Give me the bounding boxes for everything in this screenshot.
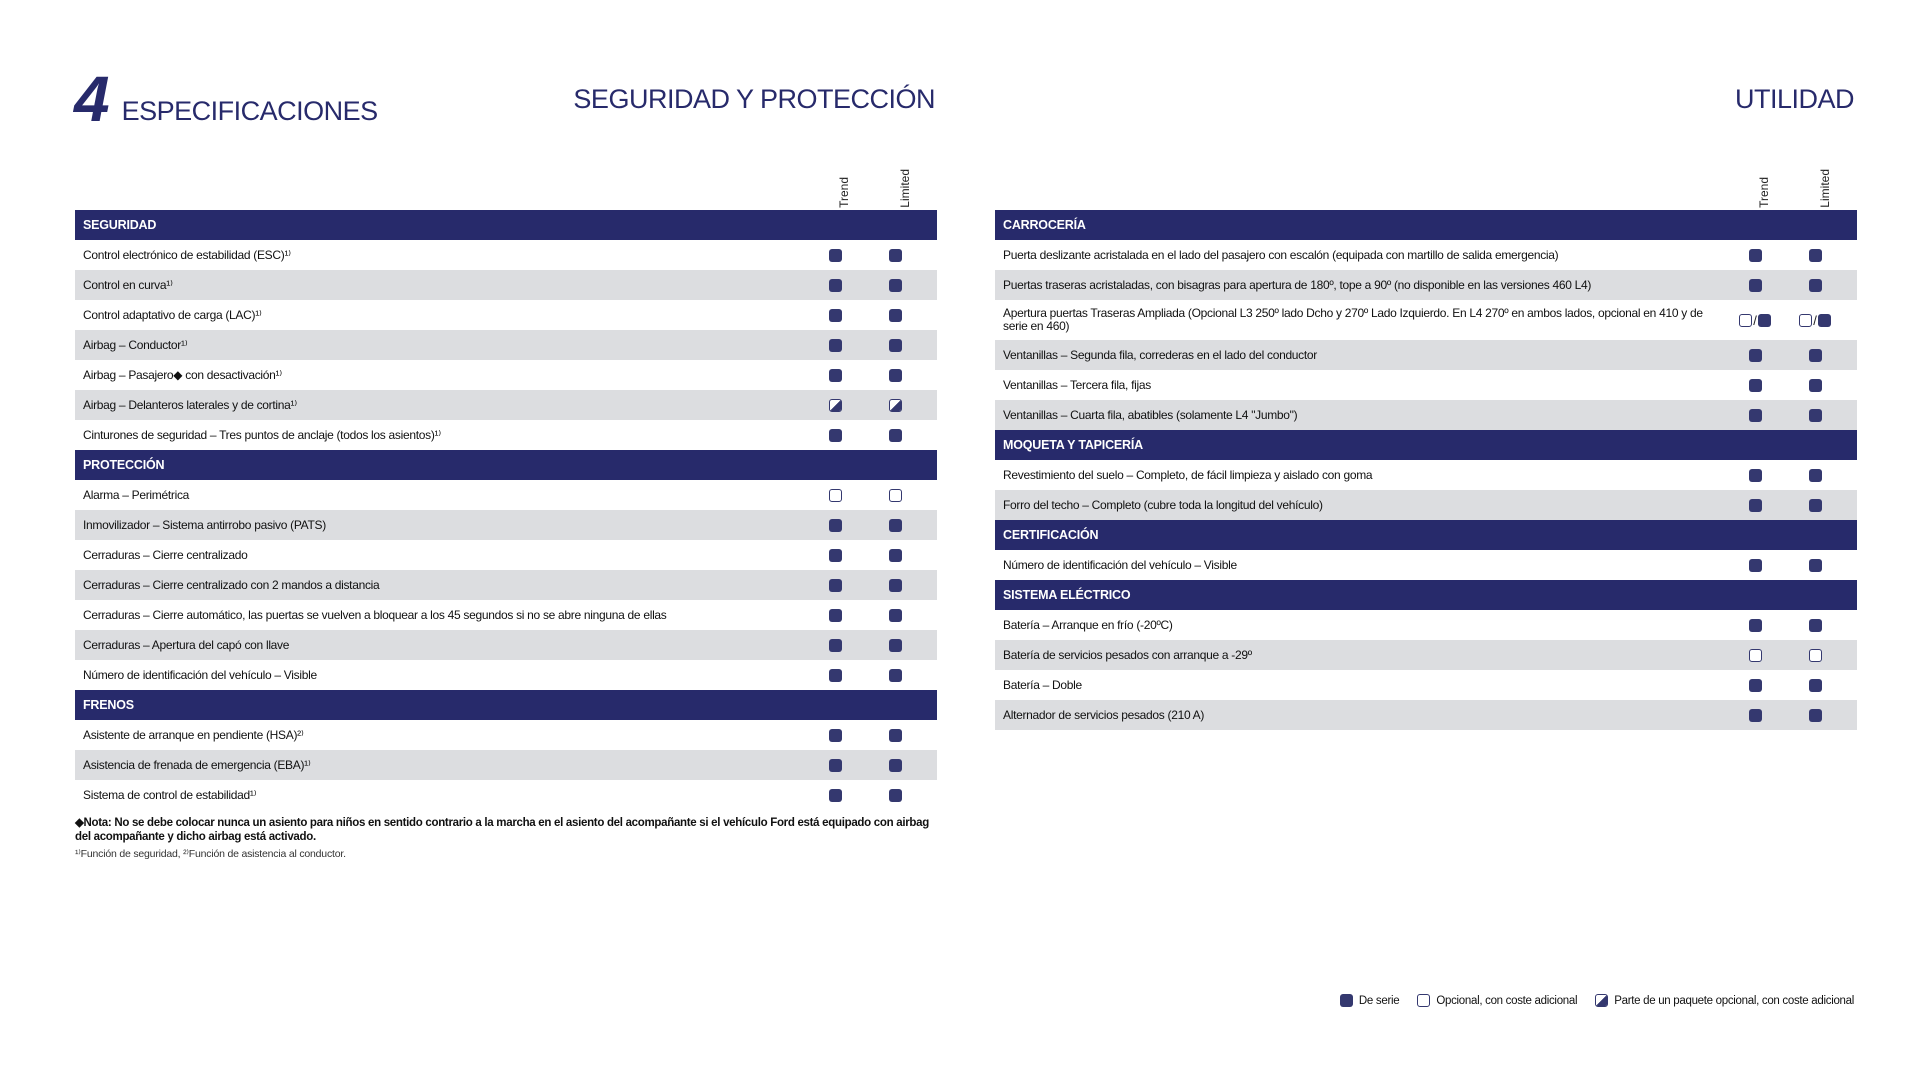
row-label: Batería – Arranque en frío (-20ºC) bbox=[1003, 617, 1173, 632]
standard-square-icon bbox=[1758, 314, 1771, 327]
availability-cell bbox=[865, 639, 925, 652]
availability-cell bbox=[805, 639, 865, 652]
package-square-icon bbox=[829, 399, 842, 412]
row-label: Cerraduras – Cierre centralizado bbox=[83, 547, 248, 562]
availability-cell bbox=[805, 369, 865, 382]
standard-square-icon bbox=[829, 249, 842, 262]
table-row bbox=[75, 300, 937, 330]
row-label: Número de identificación del vehículo – Visible bbox=[1003, 557, 1237, 572]
availability-cell bbox=[1725, 409, 1785, 422]
availability-cell bbox=[1785, 409, 1845, 422]
standard-square-icon bbox=[829, 549, 842, 562]
standard-square-icon bbox=[1809, 619, 1822, 632]
availability-cell bbox=[865, 789, 925, 802]
availability-cell bbox=[805, 729, 865, 742]
availability-cell bbox=[865, 279, 925, 292]
section-header: MOQUETA Y TAPICERÍA bbox=[995, 430, 1857, 460]
table-body bbox=[75, 210, 937, 810]
standard-square-icon bbox=[1749, 679, 1762, 692]
availability-cell bbox=[1785, 349, 1845, 362]
standard-square-icon bbox=[1809, 279, 1822, 292]
table-row bbox=[995, 670, 1857, 700]
availability-cell bbox=[1785, 499, 1845, 512]
package-square-icon bbox=[1595, 994, 1608, 1007]
table-row bbox=[995, 270, 1857, 300]
table-row bbox=[75, 480, 937, 510]
standard-square-icon bbox=[1749, 249, 1762, 262]
row-label: Batería de servicios pesados con arranque a -29º bbox=[1003, 647, 1252, 662]
section-header: SEGURIDAD bbox=[75, 210, 937, 240]
table-row bbox=[75, 720, 937, 750]
table-row bbox=[75, 390, 937, 420]
optional-square-icon bbox=[1739, 314, 1752, 327]
footnote: ¹⁾Función de seguridad, ²⁾Función de asistencia al conductor. bbox=[75, 848, 346, 860]
column-header-limited: Limited bbox=[898, 169, 912, 208]
table-row bbox=[75, 750, 937, 780]
availability-cell bbox=[1725, 679, 1785, 692]
availability-cell bbox=[865, 309, 925, 322]
row-label: Ventanillas – Cuarta fila, abatibles (solamente L4 "Jumbo") bbox=[1003, 407, 1298, 422]
chapter-title: ESPECIFICACIONES bbox=[121, 96, 378, 126]
standard-square-icon bbox=[1749, 279, 1762, 292]
table-row bbox=[75, 360, 937, 390]
availability-cell bbox=[865, 399, 925, 412]
table-row bbox=[75, 570, 937, 600]
legend-optional bbox=[1417, 994, 1577, 1007]
availability-cell bbox=[805, 279, 865, 292]
availability-cell bbox=[1725, 379, 1785, 392]
table-row bbox=[75, 240, 937, 270]
slash-separator: / bbox=[1753, 312, 1757, 328]
availability-cell bbox=[865, 429, 925, 442]
availability-cell bbox=[1785, 649, 1845, 662]
table-row bbox=[995, 610, 1857, 640]
row-label: Apertura puertas Traseras Ampliada (Opcional L3 250º lado Dcho y 270º Lado Izquierdo. En L4 270º en ambos lados, opcional en 410 y de serie en 460) bbox=[1003, 306, 1703, 333]
row-label: Batería – Doble bbox=[1003, 677, 1082, 692]
availability-cell bbox=[1725, 559, 1785, 572]
availability-cell bbox=[1725, 709, 1785, 722]
table-row bbox=[995, 300, 1857, 340]
table-row bbox=[995, 240, 1857, 270]
availability-cell bbox=[1785, 709, 1845, 722]
standard-square-icon bbox=[889, 429, 902, 442]
table-row bbox=[75, 270, 937, 300]
optional-square-icon bbox=[829, 489, 842, 502]
package-square-icon bbox=[889, 399, 902, 412]
row-label: Inmovilizador – Sistema antirrobo pasivo (PATS) bbox=[83, 517, 326, 532]
utility-spec-table bbox=[995, 160, 1857, 730]
section-header: CERTIFICACIÓN bbox=[995, 520, 1857, 550]
optional-square-icon bbox=[889, 489, 902, 502]
chapter-number: 4 bbox=[74, 63, 108, 135]
row-label: Forro del techo – Completo (cubre toda la longitud del vehículo) bbox=[1003, 497, 1323, 512]
availability-cell bbox=[805, 519, 865, 532]
standard-square-icon bbox=[889, 609, 902, 622]
standard-square-icon bbox=[1809, 379, 1822, 392]
standard-square-icon bbox=[889, 579, 902, 592]
availability-cell bbox=[805, 759, 865, 772]
optional-square-icon bbox=[1799, 314, 1812, 327]
row-label: Cerraduras – Apertura del capó con llave bbox=[83, 637, 290, 652]
optional-square-icon bbox=[1809, 649, 1822, 662]
column-header-limited: Limited bbox=[1818, 169, 1832, 208]
standard-square-icon bbox=[889, 549, 902, 562]
column-headers bbox=[995, 160, 1857, 210]
availability-cell bbox=[1725, 649, 1785, 662]
standard-square-icon bbox=[1809, 249, 1822, 262]
standard-square-icon bbox=[1818, 314, 1831, 327]
table-row bbox=[995, 490, 1857, 520]
section-title-safety: SEGURIDAD Y PROTECCIÓN bbox=[573, 84, 935, 114]
availability-cell bbox=[1785, 469, 1845, 482]
row-label: Asistencia de frenada de emergencia (EBA)¹⁾ bbox=[83, 757, 311, 772]
standard-square-icon bbox=[1749, 619, 1762, 632]
legend bbox=[1322, 994, 1854, 1007]
table-row bbox=[995, 400, 1857, 430]
availability-cell bbox=[865, 249, 925, 262]
row-label: Revestimiento del suelo – Completo, de fácil limpieza y aislado con goma bbox=[1003, 467, 1373, 482]
standard-square-icon bbox=[1809, 469, 1822, 482]
table-row bbox=[75, 600, 937, 630]
optional-square-icon bbox=[1749, 649, 1762, 662]
standard-square-icon bbox=[1809, 559, 1822, 572]
standard-square-icon bbox=[829, 279, 842, 292]
standard-square-icon bbox=[1749, 409, 1762, 422]
standard-square-icon bbox=[1749, 709, 1762, 722]
availability-cell bbox=[865, 549, 925, 562]
standard-square-icon bbox=[1749, 559, 1762, 572]
table-row bbox=[75, 780, 937, 810]
legend-standard bbox=[1340, 994, 1399, 1007]
availability-cell bbox=[1725, 313, 1785, 328]
table-row bbox=[75, 540, 937, 570]
row-label: Sistema de control de estabilidad¹⁾ bbox=[83, 787, 257, 802]
availability-cell bbox=[1725, 349, 1785, 362]
standard-square-icon bbox=[889, 309, 902, 322]
availability-cell bbox=[865, 669, 925, 682]
standard-square-icon bbox=[829, 309, 842, 322]
row-label: Control en curva¹⁾ bbox=[83, 277, 173, 292]
standard-square-icon bbox=[1809, 709, 1822, 722]
table-row bbox=[995, 640, 1857, 670]
standard-square-icon bbox=[889, 669, 902, 682]
availability-cell bbox=[865, 339, 925, 352]
airbag-note: ◆Nota: No se debe colocar nunca un asiento para niños en sentido contrario a la marcha en el asiento del acompañante si el vehículo Ford está equipado con airbag del acompañante y dicho airbag está activado. bbox=[75, 817, 929, 843]
section-title-utility: UTILIDAD bbox=[1734, 84, 1854, 114]
availability-cell bbox=[805, 789, 865, 802]
legend-standard-label: De serie bbox=[1358, 994, 1400, 1007]
availability-cell bbox=[805, 339, 865, 352]
standard-square-icon bbox=[829, 429, 842, 442]
legend-optional-label: Opcional, con coste adicional bbox=[1436, 994, 1578, 1007]
legend-package-label: Parte de un paquete opcional, con coste adicional bbox=[1614, 994, 1854, 1007]
row-label: Control adaptativo de carga (LAC)¹⁾ bbox=[83, 307, 262, 322]
availability-cell bbox=[805, 309, 865, 322]
standard-square-icon bbox=[889, 249, 902, 262]
column-headers bbox=[75, 160, 937, 210]
table-row bbox=[995, 550, 1857, 580]
row-label: Puerta deslizante acristalada en el lado del pasajero con escalón (equipada con martillo de salida emergencia) bbox=[1003, 247, 1559, 262]
safety-spec-table bbox=[75, 160, 937, 860]
availability-cell bbox=[805, 399, 865, 412]
standard-square-icon bbox=[889, 519, 902, 532]
availability-cell bbox=[805, 669, 865, 682]
availability-cell bbox=[805, 549, 865, 562]
standard-square-icon bbox=[1809, 499, 1822, 512]
standard-square-icon bbox=[829, 789, 842, 802]
standard-square-icon bbox=[829, 339, 842, 352]
standard-square-icon bbox=[1340, 994, 1353, 1007]
standard-square-icon bbox=[889, 369, 902, 382]
legend-package bbox=[1595, 994, 1854, 1007]
table-row bbox=[75, 660, 937, 690]
availability-cell bbox=[805, 609, 865, 622]
row-label: Cinturones de seguridad – Tres puntos de anclaje (todos los asientos)¹⁾ bbox=[83, 427, 441, 442]
row-label: Asistente de arranque en pendiente (HSA)²⁾ bbox=[83, 727, 304, 742]
availability-cell bbox=[1785, 559, 1845, 572]
availability-cell bbox=[865, 609, 925, 622]
row-label: Alarma – Perimétrica bbox=[83, 487, 190, 502]
availability-cell bbox=[805, 579, 865, 592]
row-label: Control electrónico de estabilidad (ESC)¹⁾ bbox=[83, 247, 291, 262]
standard-square-icon bbox=[1749, 349, 1762, 362]
table-row bbox=[995, 460, 1857, 490]
table-row bbox=[75, 330, 937, 360]
row-label: Número de identificación del vehículo – Visible bbox=[83, 667, 317, 682]
row-label: Cerraduras – Cierre centralizado con 2 mandos a distancia bbox=[83, 577, 380, 592]
row-label: Ventanillas – Tercera fila, fijas bbox=[1003, 377, 1151, 392]
table-row bbox=[995, 700, 1857, 730]
section-header: SISTEMA ELÉCTRICO bbox=[995, 580, 1857, 610]
section-header: PROTECCIÓN bbox=[75, 450, 937, 480]
column-header-trend: Trend bbox=[837, 177, 851, 208]
availability-cell bbox=[865, 519, 925, 532]
standard-square-icon bbox=[829, 579, 842, 592]
availability-cell bbox=[805, 249, 865, 262]
availability-cell bbox=[1785, 313, 1845, 328]
standard-square-icon bbox=[1809, 409, 1822, 422]
table-row bbox=[995, 340, 1857, 370]
standard-square-icon bbox=[1749, 469, 1762, 482]
standard-square-icon bbox=[889, 639, 902, 652]
availability-cell bbox=[865, 369, 925, 382]
standard-square-icon bbox=[889, 339, 902, 352]
availability-cell bbox=[805, 489, 865, 502]
table-row bbox=[75, 420, 937, 450]
availability-cell bbox=[1785, 249, 1845, 262]
section-header: CARROCERÍA bbox=[995, 210, 1857, 240]
chapter-header bbox=[74, 63, 378, 135]
row-label: Alternador de servicios pesados (210 A) bbox=[1003, 707, 1205, 722]
availability-cell bbox=[1725, 469, 1785, 482]
optional-square-icon bbox=[1417, 994, 1430, 1007]
table-row bbox=[995, 370, 1857, 400]
availability-cell bbox=[805, 429, 865, 442]
row-label: Ventanillas – Segunda fila, correderas en el lado del conductor bbox=[1003, 347, 1317, 362]
standard-square-icon bbox=[889, 729, 902, 742]
availability-cell bbox=[865, 579, 925, 592]
availability-cell bbox=[865, 489, 925, 502]
availability-cell bbox=[1785, 619, 1845, 632]
standard-square-icon bbox=[829, 609, 842, 622]
row-label: Airbag – Delanteros laterales y de cortina¹⁾ bbox=[83, 397, 297, 412]
availability-cell bbox=[1725, 279, 1785, 292]
standard-square-icon bbox=[889, 759, 902, 772]
availability-cell bbox=[1785, 379, 1845, 392]
standard-square-icon bbox=[1749, 499, 1762, 512]
standard-square-icon bbox=[1809, 349, 1822, 362]
availability-cell bbox=[1785, 679, 1845, 692]
availability-cell bbox=[1725, 619, 1785, 632]
section-header: FRENOS bbox=[75, 690, 937, 720]
table-row bbox=[75, 630, 937, 660]
row-label: Puertas traseras acristaladas, con bisagras para apertura de 180º, tope a 90º (no disponible en las versiones 460 L4) bbox=[1003, 277, 1592, 292]
standard-square-icon bbox=[829, 519, 842, 532]
table-body bbox=[995, 210, 1857, 730]
standard-square-icon bbox=[829, 639, 842, 652]
table-row bbox=[75, 510, 937, 540]
standard-square-icon bbox=[889, 789, 902, 802]
standard-square-icon bbox=[889, 279, 902, 292]
standard-square-icon bbox=[1809, 679, 1822, 692]
availability-cell bbox=[1725, 499, 1785, 512]
slash-separator: / bbox=[1813, 312, 1817, 328]
row-label: Airbag – Conductor¹⁾ bbox=[83, 337, 188, 352]
row-label: Airbag – Pasajero◆ con desactivación¹⁾ bbox=[83, 367, 282, 382]
availability-cell bbox=[1725, 249, 1785, 262]
standard-square-icon bbox=[829, 669, 842, 682]
standard-square-icon bbox=[829, 729, 842, 742]
standard-square-icon bbox=[829, 369, 842, 382]
availability-cell bbox=[1785, 279, 1845, 292]
availability-cell bbox=[865, 759, 925, 772]
row-label: Cerraduras – Cierre automático, las puertas se vuelven a bloquear a los 45 segundos si no se abre ninguna de ellas bbox=[83, 607, 667, 622]
standard-square-icon bbox=[1749, 379, 1762, 392]
availability-cell bbox=[865, 729, 925, 742]
column-header-trend: Trend bbox=[1757, 177, 1771, 208]
standard-square-icon bbox=[829, 759, 842, 772]
